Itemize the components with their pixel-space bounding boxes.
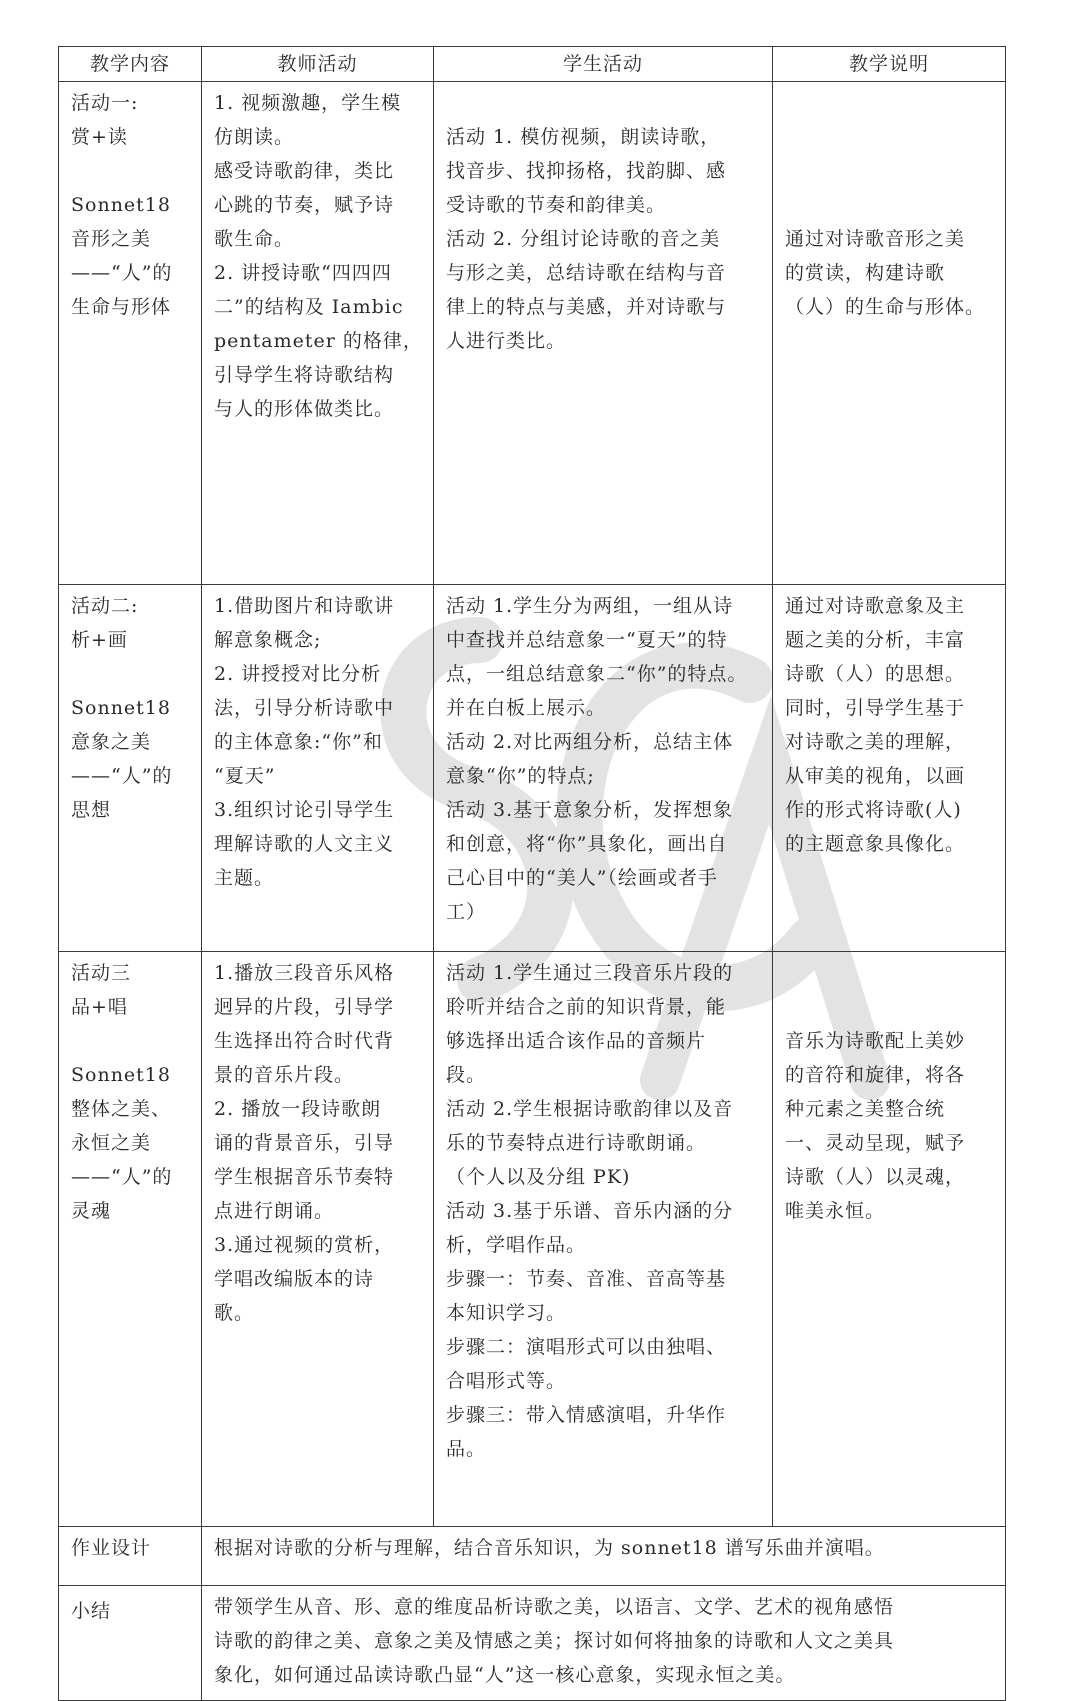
text-line: 受诗歌的节奏和韵律美。	[446, 194, 667, 216]
text-line: 的主体意象:“你”和	[214, 731, 383, 753]
text-line: 整体之美、	[71, 1098, 172, 1120]
text-line: ——“人”的	[71, 765, 173, 787]
table-row-summary	[59, 1586, 1006, 1701]
text-line: 思想	[71, 799, 112, 821]
text-line: 步骤二：演唱形式可以由独唱、	[446, 1336, 727, 1358]
cell-note	[773, 585, 1006, 952]
text-line: 诗歌的韵律之美、意象之美及情感之美；探讨如何将抽象的诗歌和人文之美具	[214, 1630, 895, 1652]
cell-student	[434, 952, 773, 1527]
text-line: 唯美永恒。	[785, 1200, 886, 1222]
text-line: 赏+读	[71, 126, 128, 148]
cell-content	[59, 952, 202, 1527]
table-row-activity-3	[59, 952, 1006, 1527]
text-line: 活动 2. 分组讨论诗歌的音之美	[446, 228, 721, 250]
text-line: 活动 1.学生分为两组，一组从诗	[446, 595, 734, 617]
table-row-activity-1	[59, 82, 1006, 585]
text-line: 2. 讲授诗歌“四四四	[214, 262, 392, 284]
text-line: 种元素之美整合统	[785, 1098, 946, 1120]
cell-content	[59, 585, 202, 952]
text-line: pentameter 的格律，	[214, 330, 423, 352]
text-line: 析+画	[71, 629, 128, 651]
summary-label: 小结	[59, 1586, 202, 1701]
spacer	[71, 657, 191, 691]
text-line: Sonnet18	[71, 194, 171, 216]
text-line: 解意象概念;	[214, 629, 322, 651]
text-line: 己心目中的“美人”（绘画或者手	[446, 867, 718, 889]
text-line: ——“人”的	[71, 262, 173, 284]
summary-text	[202, 1586, 1006, 1701]
text-line: 2. 讲授授对比分析	[214, 663, 382, 685]
text-line: 景的音乐片段。	[214, 1064, 355, 1086]
cell-student	[434, 82, 773, 585]
text-line: 点进行朗诵。	[214, 1200, 335, 1222]
text-line: 同时，引导学生基于	[785, 697, 966, 719]
text-line: 与形之美，总结诗歌在结构与音	[446, 262, 727, 284]
cell-note	[773, 82, 1006, 585]
text-line: 法，引导分析诗歌中	[214, 697, 395, 719]
text-line: 音形之美	[71, 228, 152, 250]
text-line: 诗歌（人）以灵魂，	[785, 1166, 966, 1188]
text-line: 歌生命。	[214, 228, 295, 250]
text-line: 3.通过视频的赏析，	[214, 1234, 395, 1256]
text-line: 诵的背景音乐，引导	[214, 1132, 395, 1154]
cell-teacher	[202, 952, 434, 1527]
header-note: 教学说明	[773, 47, 1006, 82]
text-line: 人进行类比。	[446, 330, 567, 352]
text-line: 析，学唱作品。	[446, 1234, 587, 1256]
text-line: 感受诗歌韵律，类比	[214, 160, 395, 182]
text-line: 作的形式将诗歌(人)	[785, 799, 962, 821]
text-line: 品+唱	[71, 996, 128, 1018]
text-line: 永恒之美	[71, 1132, 152, 1154]
text-line: 通过对诗歌意象及主	[785, 595, 966, 617]
text-line: 和创意，将“你”具象化，画出自	[446, 833, 728, 855]
text-line: 工）	[446, 901, 487, 923]
text-line: 的音符和旋律，将各	[785, 1064, 966, 1086]
text-line: 生选择出符合时代背	[214, 1030, 395, 1052]
text-line: 活动 2.对比两组分析，总结主体	[446, 731, 734, 753]
text-line: 的赏读，构建诗歌	[785, 262, 946, 284]
text-line: 1.借助图片和诗歌讲	[214, 595, 395, 617]
text-line: 本知识学习。	[446, 1302, 567, 1324]
header-content: 教学内容	[59, 47, 202, 82]
text-line: 学唱改编版本的诗	[214, 1268, 375, 1290]
text-line: ——“人”的	[71, 1166, 173, 1188]
text-line: 理解诗歌的人文主义	[214, 833, 395, 855]
text-line: 活动 1. 模仿视频，朗读诗歌，	[446, 126, 721, 148]
text-line: 歌。	[214, 1302, 255, 1324]
text-line: 乐的节奏特点进行诗歌朗诵。	[446, 1132, 707, 1154]
text-line: 活动 1.学生通过三段音乐片段的	[446, 962, 734, 984]
text-line: 从审美的视角，以画	[785, 765, 966, 787]
text-line: 意象“你”的特点;	[446, 765, 595, 787]
text-line: 点，一组总结意象二“你”的特点。	[446, 663, 748, 685]
text-line: 活动 2.学生根据诗歌韵律以及音	[446, 1098, 734, 1120]
text-line: 找音步、找抑扬格，找韵脚、感	[446, 160, 727, 182]
text-line: 主题。	[214, 867, 275, 889]
text-line: 中查找并总结意象一“夏天”的特	[446, 629, 728, 651]
text-line: 1.播放三段音乐风格	[214, 962, 395, 984]
cell-teacher	[202, 82, 434, 585]
text-line: 与人的形体做类比。	[214, 398, 395, 420]
text-line: 引导学生将诗歌结构	[214, 364, 395, 386]
text-line: Sonnet18	[71, 1064, 171, 1086]
header-teacher: 教师活动	[202, 47, 434, 82]
text-line: 并在白板上展示。	[446, 697, 607, 719]
text-line: 品。	[446, 1438, 487, 1460]
text-line: 二”的结构及 Iambic	[214, 296, 404, 318]
text-line: 的主题意象具像化。	[785, 833, 966, 855]
text-line: 活动 3.基于乐谱、音乐内涵的分	[446, 1200, 734, 1222]
header-student: 学生活动	[434, 47, 773, 82]
text-line: 活动 3.基于意象分析，发挥想象	[446, 799, 734, 821]
cell-teacher	[202, 585, 434, 952]
text-line: 律上的特点与美感，并对诗歌与	[446, 296, 727, 318]
text-line: 步骤三：带入情感演唱，升华作	[446, 1404, 727, 1426]
text-line: 活动三	[71, 962, 132, 984]
text-line: （人）的生命与形体。	[785, 296, 986, 318]
text-line: 象化，如何通过品读诗歌凸显“人”这一核心意象，实现永恒之美。	[214, 1664, 796, 1686]
text-line: 学生根据音乐节奏特	[214, 1166, 395, 1188]
table-row-activity-2	[59, 585, 1006, 952]
text-line: 意象之美	[71, 731, 152, 753]
cell-note	[773, 952, 1006, 1527]
spacer	[71, 154, 191, 188]
text-line: 1. 视频激趣，学生模	[214, 92, 402, 114]
text-line: 带领学生从音、形、意的维度品析诗歌之美，以语言、文学、艺术的视角感悟	[214, 1596, 895, 1618]
homework-text: 根据对诗歌的分析与理解，结合音乐知识，为 sonnet18 谱写乐曲并演唱。	[202, 1527, 1006, 1586]
text-line: 活动二:	[71, 595, 139, 617]
text-line: 灵魂	[71, 1200, 112, 1222]
cell-student	[434, 585, 773, 952]
text-line: 够选择出适合该作品的音频片	[446, 1030, 707, 1052]
header-row	[59, 47, 1006, 82]
text-line: 迥异的片段，引导学	[214, 996, 395, 1018]
text-line: 通过对诗歌音形之美	[785, 228, 966, 250]
text-line: 活动一:	[71, 92, 139, 114]
text-line: 音乐为诗歌配上美妙	[785, 1030, 966, 1052]
text-line: （个人以及分组 PK)	[446, 1166, 631, 1188]
text-line: 对诗歌之美的理解，	[785, 731, 966, 753]
text-line: 心跳的节奏，赋予诗	[214, 194, 395, 216]
text-line: 诗歌（人）的思想。	[785, 663, 966, 685]
text-line: 仿朗读。	[214, 126, 295, 148]
table-row-homework	[59, 1527, 1006, 1586]
text-line: 步骤一：节奏、音准、音高等基	[446, 1268, 727, 1290]
text-line: 聆听并结合之前的知识背景，能	[446, 996, 727, 1018]
text-line: 2. 播放一段诗歌朗	[214, 1098, 382, 1120]
homework-label: 作业设计	[59, 1527, 202, 1586]
text-line: Sonnet18	[71, 697, 171, 719]
lesson-plan-table	[58, 46, 1006, 1701]
text-line: 一、灵动呈现，赋予	[785, 1132, 966, 1154]
text-line: 3.组织讨论引导学生	[214, 799, 395, 821]
text-line: 题之美的分析，丰富	[785, 629, 966, 651]
text-line: 合唱形式等。	[446, 1370, 567, 1392]
spacer	[71, 1024, 191, 1058]
text-line: “夏天”	[214, 765, 276, 787]
text-line: 生命与形体	[71, 296, 172, 318]
cell-content	[59, 82, 202, 585]
text-line: 段。	[446, 1064, 487, 1086]
